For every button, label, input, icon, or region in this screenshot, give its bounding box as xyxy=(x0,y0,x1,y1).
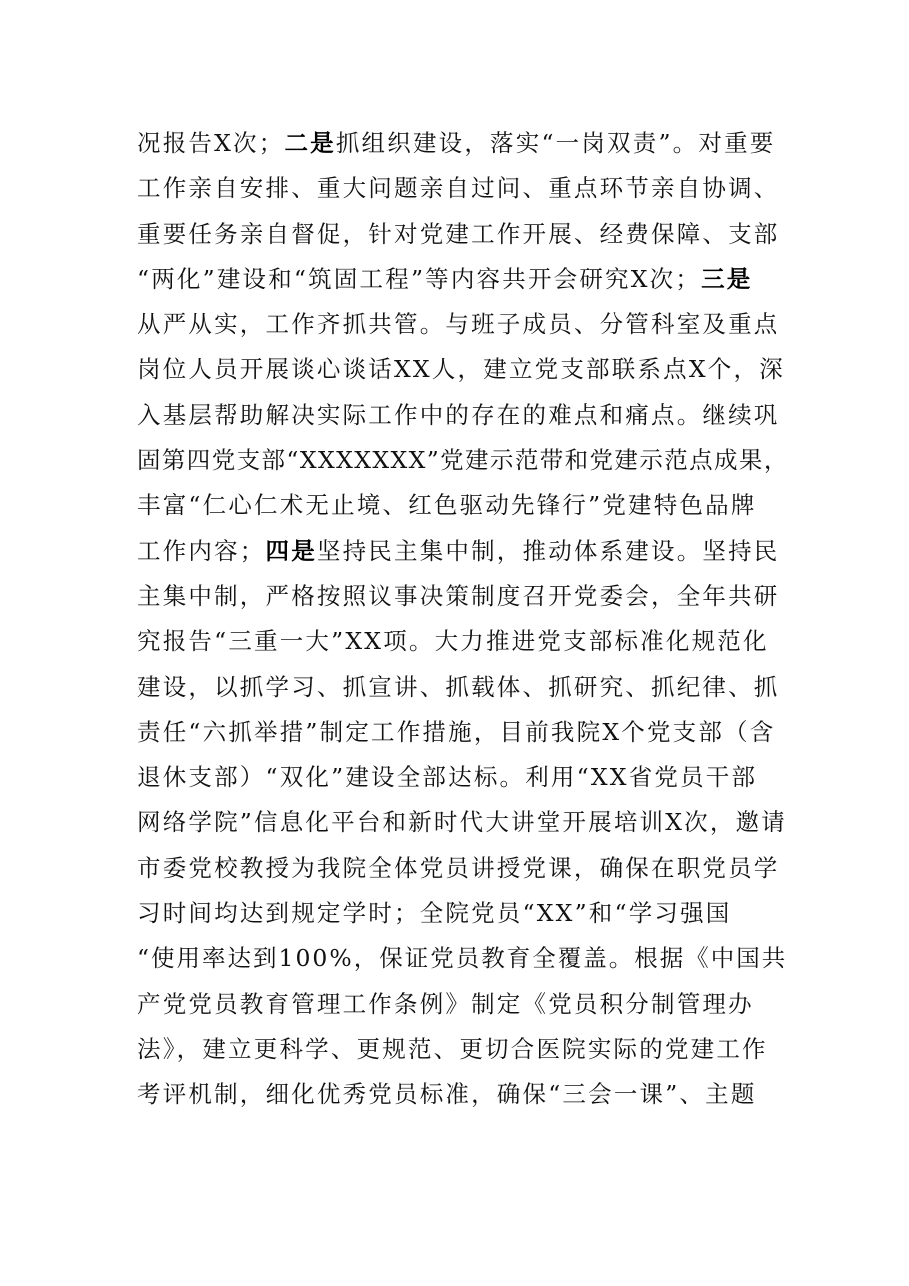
text-line xyxy=(137,891,787,936)
text-run: “两化”建设和“筑固工程”等内容共开会研究X次； xyxy=(137,264,702,293)
text-line xyxy=(137,302,787,347)
text-line xyxy=(137,212,787,257)
text-run: 究报告“三重一大”XX项。大力推进党支部标准化规范化 xyxy=(137,627,769,656)
text-run: 入基层帮助解决实际工作中的存在的难点和痛点。继续巩 xyxy=(137,400,780,429)
text-line xyxy=(137,936,787,981)
text-run: 坚持民主集中制，推动体系建设。坚持民 xyxy=(316,536,780,565)
text-line xyxy=(137,710,787,755)
text-line xyxy=(137,438,787,483)
text-line xyxy=(137,846,787,891)
text-run: 主集中制，严格按照议事决策制度召开党委会，全年共研 xyxy=(137,581,780,610)
text-run: 建设，以抓学习、抓宣讲、抓载体、抓研究、抓纪律、抓 xyxy=(137,672,780,701)
text-line xyxy=(137,257,787,302)
text-line xyxy=(137,529,787,574)
text-run: 工作内容； xyxy=(137,536,266,565)
body-paragraph xyxy=(137,121,787,1118)
text-run: 岗位人员开展谈心谈话XX人，建立党支部联系点X个，深 xyxy=(137,355,785,384)
emphasis-keyword: 三是 xyxy=(701,264,753,293)
emphasis-keyword: 四是 xyxy=(265,536,317,565)
text-line xyxy=(137,982,787,1027)
text-run: 丰富“仁心仁术无止境、红色驱动先锋行”党建特色品牌 xyxy=(137,491,757,520)
text-run: 网络学院”信息化平台和新时代大讲堂开展培训X次，邀请 xyxy=(137,808,787,837)
text-run: 重要任务亲自督促，针对党建工作开展、经费保障、支部 xyxy=(137,219,780,248)
text-line xyxy=(137,665,787,710)
text-run: 市委党校教授为我院全体党员讲授党课，确保在职党员学 xyxy=(137,853,780,882)
text-line xyxy=(137,483,787,528)
text-run: 抓组织建设，落实“一岗双责”。对重要 xyxy=(335,129,776,157)
text-line xyxy=(137,393,787,438)
text-run: 退休支部）“双化”建设全部达标。利用“XX省党员干部 xyxy=(137,763,758,792)
text-line xyxy=(137,347,787,392)
text-run: 考评机制，细化优秀党员标准，确保“三会一课”、主题 xyxy=(137,1080,757,1109)
text-run: 习时间均达到规定学时；全院党员“XX”和“学习强国 xyxy=(137,899,732,928)
text-line xyxy=(137,619,787,664)
text-run: 工作亲自安排、重大问题亲自过问、重点环节亲自协调、 xyxy=(137,174,780,203)
emphasis-keyword: 二是 xyxy=(284,129,336,157)
text-run: “使用率达到100%，保证党员教育全覆盖。根据《中国共 xyxy=(137,944,788,973)
text-line xyxy=(137,1027,787,1072)
text-run: 法》，建立更科学、更规范、更切合医院实际的党建工作 xyxy=(137,1034,768,1063)
text-run: 责任“六抓举措”制定工作措施，目前我院X个党支部（含 xyxy=(137,717,776,746)
text-line xyxy=(137,166,787,211)
text-line xyxy=(137,1072,787,1117)
text-run: 从严从实，工作齐抓共管。与班子成员、分管科室及重点 xyxy=(137,310,780,339)
text-run: 固第四党支部“XXXXXXX”党建示范带和党建示范点成果， xyxy=(137,446,789,475)
text-run: 产党党员教育管理工作条例》制定《党员积分制管理办 xyxy=(137,989,754,1018)
text-line xyxy=(137,121,787,166)
text-run: 况报告X次； xyxy=(137,129,285,157)
text-line xyxy=(137,755,787,800)
text-line xyxy=(137,800,787,845)
text-line xyxy=(137,574,787,619)
